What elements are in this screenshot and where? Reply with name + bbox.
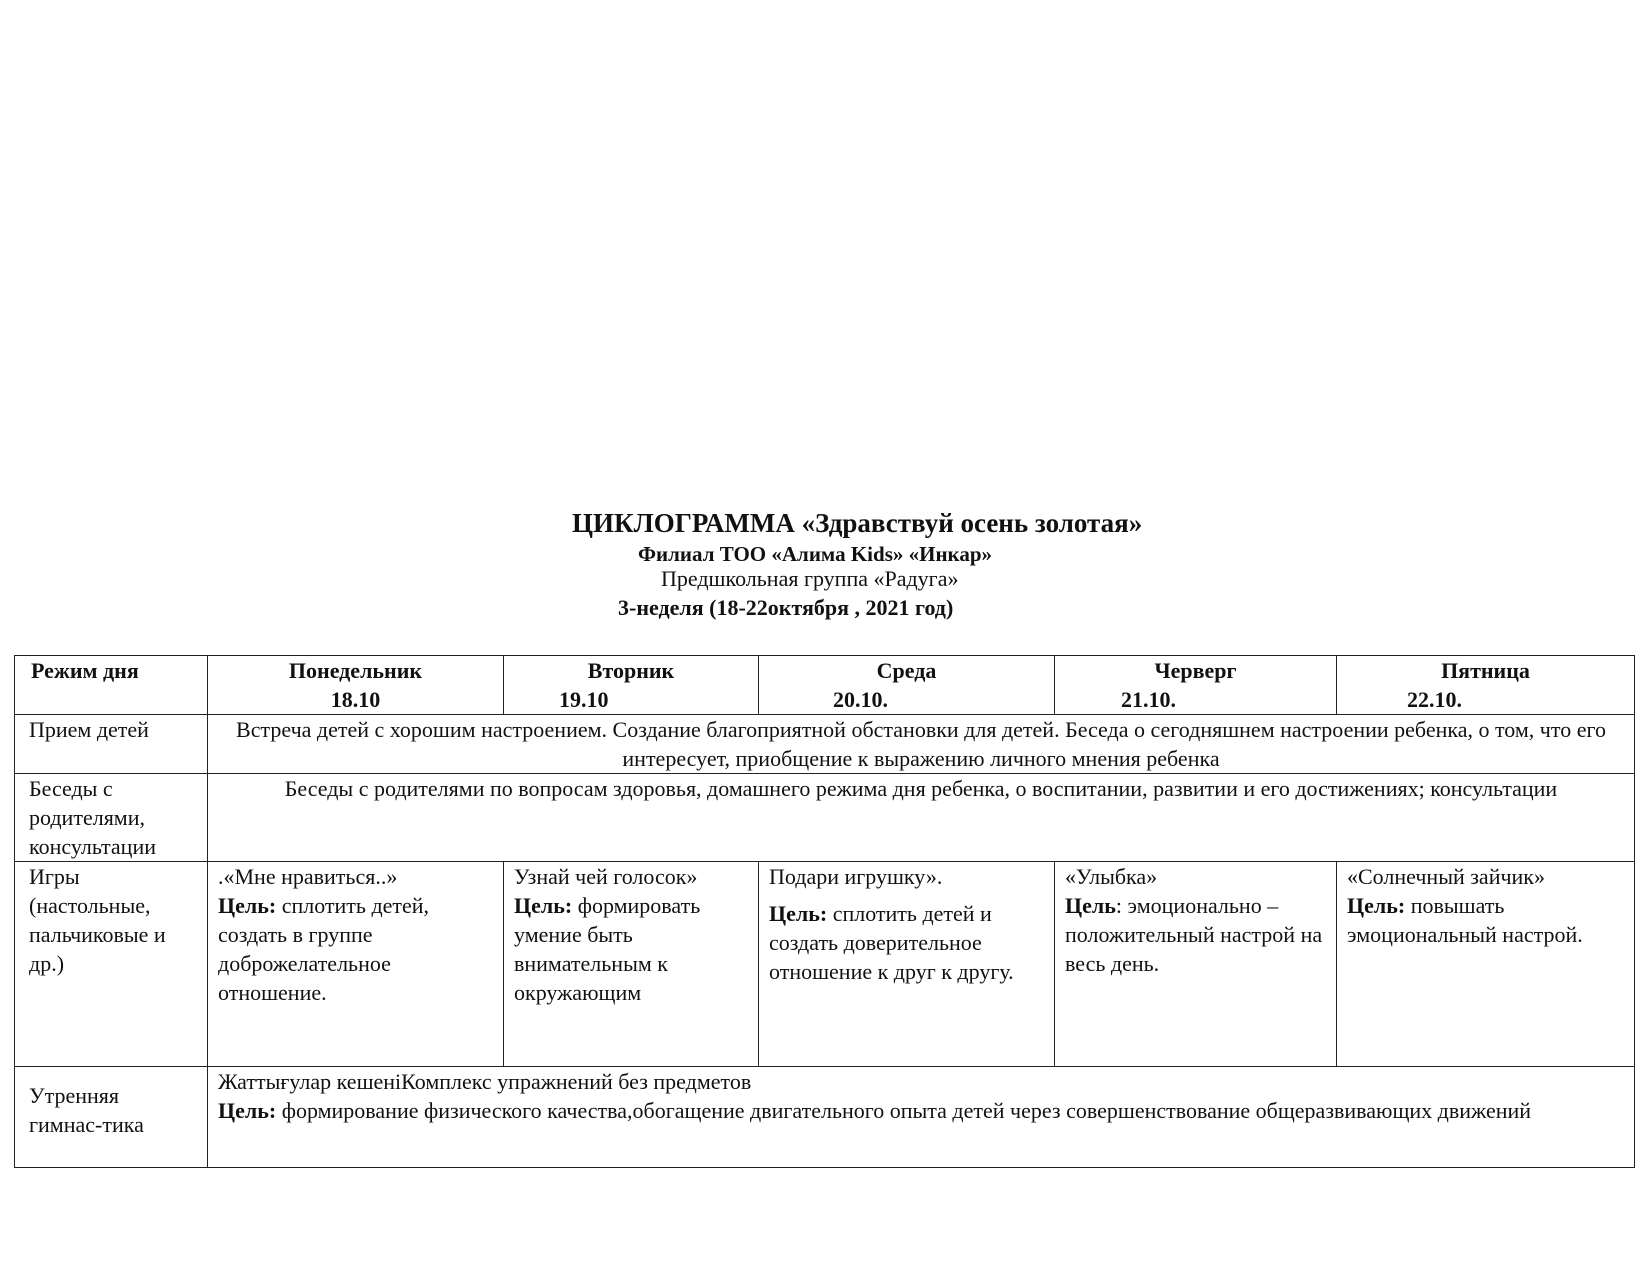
row-label-reception: Прием детей bbox=[15, 715, 208, 774]
week-period: 3-неделя (18-22октября , 2021 год) bbox=[618, 595, 954, 620]
spacer bbox=[769, 891, 1044, 899]
goal-label: Цель: bbox=[1347, 893, 1406, 918]
day-header-wednesday bbox=[759, 656, 1055, 715]
game-goal: сплотить детей, создать в группе доброжелательное отношение. bbox=[218, 893, 430, 1005]
table-row-games bbox=[15, 862, 1635, 1067]
parents-text: Беседы с родителями по вопросам здоровья, домашнего режима дня ребенка, о воспитании, развитии и его достижениях; консультации bbox=[208, 774, 1635, 862]
game-cell-friday bbox=[1337, 862, 1635, 1067]
goal-label: Цель: bbox=[769, 901, 828, 926]
game-cell-wednesday bbox=[759, 862, 1055, 1067]
day-name: Среда bbox=[876, 658, 937, 683]
regime-header-cell: Режим дня bbox=[15, 656, 208, 715]
day-header-thursday bbox=[1055, 656, 1337, 715]
day-name: Пятница bbox=[1441, 658, 1530, 683]
game-title: «Солнечный зайчик» bbox=[1347, 864, 1545, 889]
day-header-tuesday bbox=[504, 656, 759, 715]
day-date: 20.10. bbox=[833, 687, 888, 712]
game-cell-monday bbox=[208, 862, 504, 1067]
reception-text: Встреча детей с хорошим настроением. Создание благоприятной обстановки для детей. Беседа о сегодняшнем настроении ребенка, о том, что его интересует, приобщение к выражению личного мнения ребенка bbox=[208, 715, 1635, 774]
day-header-friday bbox=[1337, 656, 1635, 715]
game-goal: формировать умение быть внимательным к окружающим bbox=[514, 893, 701, 1005]
game-goal: повышать эмоциональный настрой. bbox=[1347, 893, 1583, 947]
table-row-reception bbox=[15, 715, 1635, 774]
game-title: Узнай чей голосок» bbox=[514, 864, 698, 889]
day-name: Вторник bbox=[587, 658, 675, 683]
game-title: .«Мне нравиться..» bbox=[218, 864, 398, 889]
day-header-monday bbox=[208, 656, 504, 715]
row-label-games: Игры (настольные, пальчиковые и др.) bbox=[15, 862, 208, 1067]
goal-label: Цель bbox=[1065, 893, 1116, 918]
game-goal: сплотить детей и создать доверительное отношение к друг к другу. bbox=[769, 901, 1014, 984]
gymnastics-cell bbox=[208, 1067, 1635, 1168]
row-label-gymnastics: Утренняя гимнас-тика bbox=[15, 1067, 208, 1168]
day-date: 18.10 bbox=[330, 687, 381, 712]
goal-label: Цель: bbox=[218, 1098, 277, 1123]
gymnastics-line: Жаттығулар кешеніКомплекс упражнений без предметов bbox=[218, 1069, 752, 1094]
game-title: «Улыбка» bbox=[1065, 864, 1158, 889]
schedule-table bbox=[14, 655, 1635, 1168]
day-name: Понедельник bbox=[288, 658, 423, 683]
day-name: Черверг bbox=[1154, 658, 1237, 683]
game-cell-thursday bbox=[1055, 862, 1337, 1067]
table-row-gymnastics bbox=[15, 1067, 1635, 1168]
day-date: 21.10. bbox=[1121, 687, 1176, 712]
group-name: Предшкольная группа «Радуга» bbox=[661, 566, 959, 591]
goal-label: Цель: bbox=[514, 893, 573, 918]
day-date: 19.10 bbox=[559, 687, 609, 712]
goal-label: Цель: bbox=[218, 893, 277, 918]
gymnastics-goal: формирование физического качества,обогащение двигательного опыта детей через совершенствование общеразвивающих движений bbox=[276, 1098, 1532, 1123]
table-row-parents bbox=[15, 774, 1635, 862]
branch-name: Филиал ТОО «Алима Kids» «Инкар» bbox=[638, 542, 993, 566]
game-goal: : эмоционально – положительный настрой на весь день. bbox=[1065, 893, 1323, 976]
game-cell-tuesday bbox=[504, 862, 759, 1067]
game-title: Подари игрушку». bbox=[769, 864, 943, 889]
table-header-row bbox=[15, 656, 1635, 715]
row-label-parents: Беседы с родителями, консультации bbox=[15, 774, 208, 862]
document-title: ЦИКЛОГРАММА «Здравствуй осень золотая» bbox=[572, 508, 1143, 538]
day-date: 22.10. bbox=[1407, 687, 1462, 712]
